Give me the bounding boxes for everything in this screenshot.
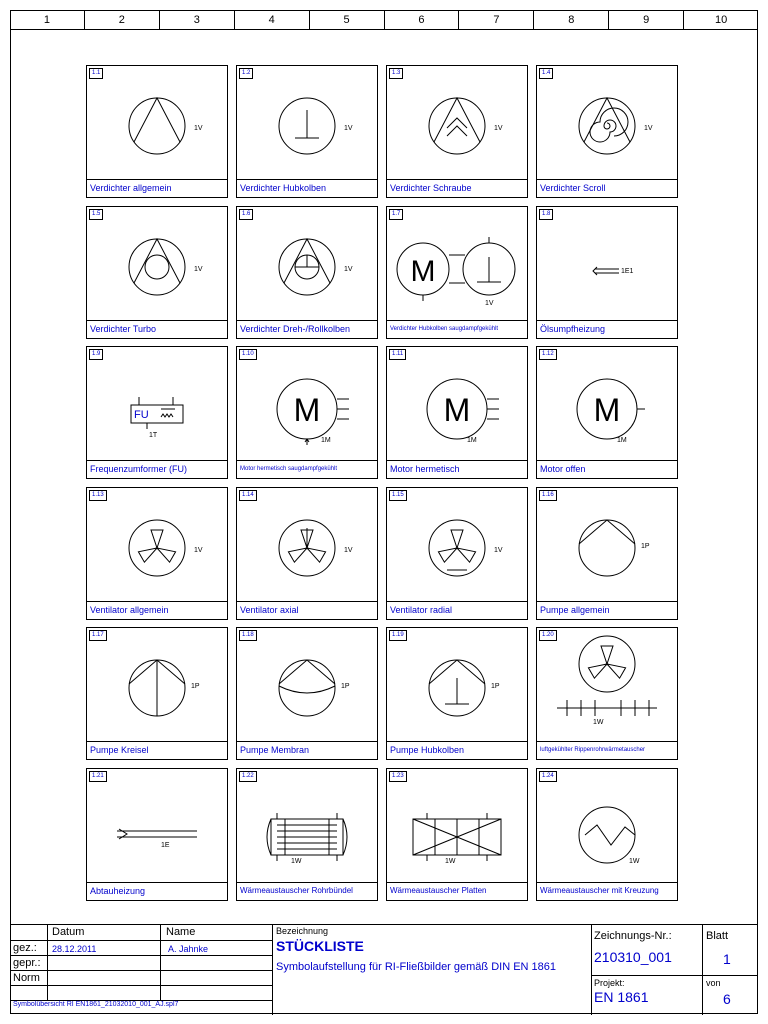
symbol-label: Pumpe Hubkolben — [387, 741, 527, 759]
symbol-cell — [386, 487, 528, 620]
symbol-drawing — [87, 488, 227, 602]
symbol-number: 1.24 — [539, 771, 557, 782]
symbol-drawing — [387, 66, 527, 180]
symbol-drawing — [87, 66, 227, 180]
symbol-label: Frequenzumformer (FU) — [87, 460, 227, 478]
symbol-drawing — [537, 347, 677, 461]
drawing-subtitle: Symbolaufstellung für RI-Fließbilder gemäß DIN EN 1861 — [276, 961, 557, 973]
symbol-drawing — [237, 488, 377, 602]
symbol-cell — [386, 346, 528, 479]
symbol-cell — [236, 627, 378, 760]
symbol-cell — [86, 487, 228, 620]
symbol-cell — [86, 768, 228, 901]
symbol-cell — [536, 768, 678, 901]
symbol-cell — [86, 627, 228, 760]
symbol-cell — [386, 65, 528, 198]
symbol-number: 1.3 — [389, 68, 403, 79]
gepr-label: gepr.: — [13, 957, 41, 969]
symbol-tag: 1V — [194, 265, 203, 273]
symbol-label: Ventilator allgemein — [87, 601, 227, 619]
blatt-value: 1 — [723, 951, 731, 967]
column-number: 7 — [459, 10, 534, 29]
drawing-title: STÜCKLISTE — [276, 938, 364, 954]
symbol-label: Verdichter Scroll — [537, 179, 677, 197]
column-number: 10 — [714, 14, 728, 26]
symbol-drawing — [537, 769, 677, 883]
zeichnungsnr-value: 210310_001 — [594, 949, 672, 965]
symbol-number: 1.11 — [389, 349, 406, 360]
symbol-cell — [536, 627, 678, 760]
symbol-cell — [536, 65, 678, 198]
symbol-cell — [86, 206, 228, 339]
symbol-label: Motor hermetisch saugdampfgekühlt — [237, 460, 377, 478]
symbol-number: 1.10 — [239, 349, 257, 360]
symbol-tag: 1V — [644, 125, 653, 132]
symbol-number: 1.6 — [239, 209, 253, 220]
symbol-tag: 1W — [445, 857, 456, 865]
symbol-number: 1.21 — [89, 771, 107, 782]
projekt-label: Projekt: — [594, 978, 625, 988]
drawn-date: 28.12.2011 — [52, 944, 97, 954]
symbol-drawing — [237, 347, 377, 461]
symbol-cell — [86, 346, 228, 479]
title-block — [10, 924, 758, 1014]
symbol-cell — [236, 487, 378, 620]
symbol-drawing — [237, 66, 377, 180]
symbol-number: 1.17 — [89, 630, 107, 641]
symbol-tag: 1V — [344, 125, 353, 132]
symbol-tag: 1T — [149, 432, 158, 439]
symbol-drawing — [387, 628, 527, 742]
datum-label: Datum — [52, 926, 85, 938]
symbol-tag: 1V — [494, 546, 503, 554]
symbol-tag: 1P — [341, 683, 350, 690]
symbol-label: Motor offen — [537, 460, 677, 478]
symbol-drawing — [87, 769, 227, 883]
symbol-cell — [86, 65, 228, 198]
column-number: 4 — [235, 10, 310, 29]
symbol-number: 1.7 — [389, 209, 403, 220]
symbol-drawing — [387, 347, 527, 461]
symbol-drawing — [87, 347, 227, 461]
symbol-cell — [536, 206, 678, 339]
symbol-number: 1.15 — [389, 490, 407, 501]
von-label: von — [706, 978, 721, 988]
symbol-drawing — [237, 207, 377, 321]
column-number: 3 — [160, 10, 235, 29]
symbol-cell — [236, 346, 378, 479]
symbol-cell — [536, 487, 678, 620]
symbol-number: 1.5 — [89, 209, 103, 220]
norm-label: Norm — [13, 972, 40, 984]
symbol-tag: 1M — [617, 437, 627, 444]
column-number: 1 — [10, 10, 85, 29]
symbol-number: 1.14 — [239, 490, 257, 501]
symbol-tag: 1P — [191, 683, 200, 690]
symbol-number: 1.22 — [239, 771, 257, 782]
symbol-tag: 1V — [194, 125, 203, 132]
symbol-number: 1.9 — [89, 349, 103, 360]
symbol-tag: 1E — [161, 841, 170, 849]
symbol-tag: 1V — [485, 299, 494, 307]
name-label: Name — [166, 926, 196, 938]
symbol-number: 1.23 — [389, 771, 407, 782]
fu-letters: FU — [134, 409, 149, 421]
symbol-number: 1.4 — [539, 68, 553, 79]
motor-letter: M — [593, 392, 621, 428]
symbol-cell — [386, 206, 528, 339]
symbol-label: Wärmeaustauscher Platten — [387, 882, 527, 900]
zeichnungsnr-label: Zeichnungs-Nr.: — [594, 930, 672, 942]
symbol-tag: 1P — [491, 683, 500, 690]
motor-letter: M — [293, 392, 321, 428]
symbol-cell — [236, 206, 378, 339]
symbol-tag: 1V — [344, 265, 353, 273]
symbol-drawing — [87, 628, 227, 742]
symbol-label: Verdichter Hubkolben saugdampfgekühlt — [387, 320, 527, 338]
svg-text:M: M — [410, 254, 436, 288]
column-number: 5 — [310, 10, 385, 29]
symbol-label: Verdichter Dreh-/Rollkolben — [237, 320, 377, 338]
bezeichnung-label: Bezeichnung — [276, 926, 329, 936]
symbol-drawing — [387, 769, 527, 883]
symbol-tag: 1V — [494, 125, 503, 132]
symbol-number: 1.20 — [539, 630, 557, 641]
symbol-drawing — [387, 207, 527, 321]
symbol-drawing — [537, 488, 677, 602]
symbol-cell — [236, 768, 378, 901]
symbol-number: 1.1 — [89, 68, 103, 79]
symbol-cell — [236, 65, 378, 198]
column-number: 2 — [85, 10, 160, 29]
symbol-label: Ölsumpfheizung — [537, 320, 677, 338]
symbol-label: Pumpe allgemein — [537, 601, 677, 619]
symbol-tag: 1W — [593, 719, 604, 726]
symbol-tag: 1V — [194, 546, 203, 554]
symbol-drawing — [87, 207, 227, 321]
symbol-tag: 1M — [321, 437, 331, 444]
column-number-bar — [10, 10, 758, 30]
symbol-label: Verdichter allgemein — [87, 179, 227, 197]
symbol-label: Wärmeaustauscher mit Kreuzung — [537, 882, 677, 900]
symbol-label: Verdichter Turbo — [87, 320, 227, 338]
symbol-label: Abtauheizung — [87, 882, 227, 900]
column-number: 8 — [534, 10, 609, 29]
symbol-drawing — [537, 66, 677, 180]
gez-label: gez.: — [13, 942, 37, 954]
symbol-tag: 1M — [467, 437, 477, 444]
symbol-number: 1.2 — [239, 68, 253, 79]
blatt-label: Blatt — [706, 930, 729, 942]
symbol-drawing — [537, 628, 677, 742]
symbol-label: Motor hermetisch — [387, 460, 527, 478]
symbol-number: 1.18 — [239, 630, 257, 641]
symbol-cell — [536, 346, 678, 479]
symbol-tag: 1V — [344, 546, 353, 554]
symbol-label: Verdichter Hubkolben — [237, 179, 377, 197]
symbol-drawing — [387, 488, 527, 602]
symbol-cell — [386, 768, 528, 901]
symbol-tag: 1W — [291, 857, 302, 865]
file-name: Symbolübersicht RI EN1861_21032010_001_AJ.spl7 — [13, 1001, 179, 1008]
symbol-label: luftgekühlter Rippenrohrwärmetauscher — [537, 741, 677, 759]
symbol-drawing — [537, 207, 677, 321]
motor-letter: M — [443, 392, 471, 428]
symbol-label: Ventilator axial — [237, 601, 377, 619]
symbol-label: Pumpe Membran — [237, 741, 377, 759]
symbol-label: Pumpe Kreisel — [87, 741, 227, 759]
column-number: 9 — [609, 10, 684, 29]
projekt-value: EN 1861 — [594, 989, 649, 1005]
symbol-number: 1.13 — [89, 490, 107, 501]
symbol-tag: 1E1 — [621, 267, 634, 275]
von-value: 6 — [723, 991, 731, 1007]
symbol-number: 1.16 — [539, 490, 557, 501]
column-number: 6 — [385, 10, 460, 29]
symbol-label: Wärmeaustauscher Rohrbündel — [237, 882, 377, 900]
symbol-number: 1.12 — [539, 349, 557, 360]
symbol-cell — [386, 627, 528, 760]
symbol-tag: 1P — [641, 542, 650, 550]
symbol-label: Verdichter Schraube — [387, 179, 527, 197]
drawn-by: A. Jahnke — [168, 944, 209, 954]
symbol-label: Ventilator radial — [387, 601, 527, 619]
symbol-number: 1.8 — [539, 209, 553, 220]
symbol-grid — [86, 65, 676, 901]
symbol-drawing — [237, 769, 377, 883]
symbol-tag: 1W — [629, 857, 640, 865]
symbol-number: 1.19 — [389, 630, 407, 641]
symbol-drawing — [237, 628, 377, 742]
